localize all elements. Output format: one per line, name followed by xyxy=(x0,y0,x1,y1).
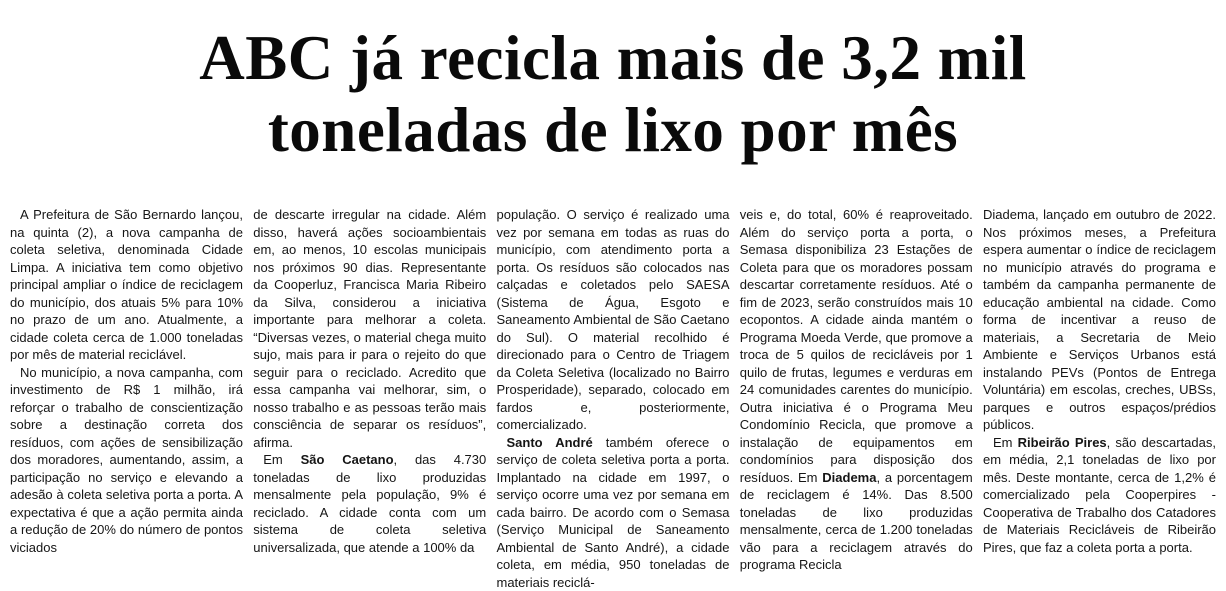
paragraph-text: veis e, do total, 60% é reaproveitado. Além do serviço porta a porta, o Semasa disponibiliza 23 Estações de Coleta para que os moradores possam descartar corretamente resíduos. Até o fim de 2023, serão construídos mais 10 ecopontos. A cidade ainda mantém o Programa Moeda Verde, que promove a troca de 5 quilos de recicláveis por 1 quilo de frutas, legumes e verduras em 24 comunidades carentes do município. Outra iniciativa é o Programa Meu Condomínio Recicla, que promove a instalação de equipamentos em condomínios para disposição dos resíduos. Em xyxy=(740,207,973,485)
text-column-4 xyxy=(740,206,973,554)
paragraph xyxy=(983,206,1216,434)
place-name: Ribeirão Pires xyxy=(1018,435,1107,450)
text-column-3 xyxy=(497,206,730,554)
paragraph-text: também oferece o serviço de coleta seletiva porta a porta. Implantado na cidade em 1997, o serviço ocorre uma vez por semana em cada bairro. De acordo com o Semasa (Serviço Municipal de Saneamento Ambiental de Santo André), a cidade coleta, em média, 950 toneladas de materiais reciclá- xyxy=(497,435,730,590)
paragraph xyxy=(10,206,243,364)
paragraph-text: Em xyxy=(263,452,300,467)
paragraph xyxy=(497,434,730,591)
paragraph xyxy=(497,206,730,434)
paragraph-text: , são descartadas, em média, 2,1 toneladas de lixo por mês. Deste montante, cerca de 1,2% é comercializado pela Cooperpires - Cooperativa de Trabalho dos Catadores de Materiais Recicláveis de Ribeirão Pires, que faz a coleta porta a porta. xyxy=(983,435,1216,555)
paragraph-text: Em xyxy=(993,435,1018,450)
paragraph xyxy=(10,364,243,557)
paragraph-text: No município, a nova campanha, com investimento de R$ 1 milhão, irá reforçar o trabalho de conscientização sobre a destinação correta dos resíduos, com ações de sensibilização dos moradores, aumentando, assim, a participação no serviço e elevando a adesão à coleta seletiva porta a porta. A expectativa é que a ação permita ainda a redução de 20% do número de pontos viciados xyxy=(10,365,243,555)
headline-line-1: ABC já recicla mais de 3,2 mil xyxy=(0,22,1226,94)
paragraph xyxy=(253,451,486,556)
paragraph xyxy=(983,434,1216,557)
article-headline xyxy=(0,22,1226,166)
paragraph-text: , a porcentagem de reciclagem é 14%. Das 8.500 toneladas de lixo produzidas mensalmente, cerca de 1.200 toneladas vão para a reciclagem através do programa Recicla xyxy=(740,470,973,573)
text-column-5 xyxy=(983,206,1216,554)
headline-line-2: toneladas de lixo por mês xyxy=(0,94,1226,166)
paragraph-text: de descarte irregular na cidade. Além disso, haverá ações socioambientais em, ao menos, 10 escolas municipais nos próximos 90 dias. Representante da Cooperluz, Francisca Maria Ribeiro da Silva, considerou a iniciativa importante para melhorar a coleta. “Diversas vezes, o material chega muito sujo, mais para ir para o rejeito do que seguir para o reciclado. Acredito que essa campanha vai melhorar, sim, o nosso trabalho e as pessoas terão mais consciência de separar os resíduos”, afirma. xyxy=(253,207,486,450)
article-body xyxy=(10,206,1216,554)
place-name: Diadema xyxy=(822,470,876,485)
paragraph xyxy=(253,206,486,451)
paragraph-text: , das 4.730 toneladas de lixo produzidas mensalmente pela população, 9% é reciclado. A cidade conta com um sistema de coleta seletiva universalizada, que atende a 100% da xyxy=(253,452,486,555)
paragraph-text: população. O serviço é realizado uma vez por semana em todas as ruas do município, com atendimento porta a porta. Os resíduos são colocados nas calçadas e coletados pelo SAESA (Sistema de Água, Esgoto e Saneamento Ambiental de São Caetano do Sul). O material recolhido é direcionado para o Centro de Triagem da Coleta Seletiva (localizado no Bairro Prosperidade), separado, colocado em fardos e, posteriormente, comercializado. xyxy=(497,207,730,432)
text-column-2 xyxy=(253,206,486,554)
paragraph-text: Diadema, lançado em outubro de 2022. Nos próximos meses, a Prefeitura espera aumentar o índice de reciclagem no município através do programa e também da campanha permanente de educação ambiental na cidade. Como forma de incentivar a reuso de materiais, a Secretaria de Meio Ambiente e Serviços Urbanos está instalando PEVs (Pontos de Entrega Voluntária) em escolas, creches, UBSs, parques e outros espaços/prédios públicos. xyxy=(983,207,1216,432)
paragraph-text: A Prefeitura de São Bernardo lançou, na quinta (2), a nova campanha de coleta seletiva, denominada Cidade Limpa. A iniciativa tem como objetivo principal ampliar o índice de reciclagem do município, dos atuais 5% para 10% no prazo de um ano. Atualmente, a cidade coleta cerca de 1.000 toneladas por mês de material reciclável. xyxy=(10,207,243,362)
place-name: Santo André xyxy=(507,435,593,450)
paragraph xyxy=(740,206,973,574)
text-column-1 xyxy=(10,206,243,554)
place-name: São Caetano xyxy=(301,452,394,467)
